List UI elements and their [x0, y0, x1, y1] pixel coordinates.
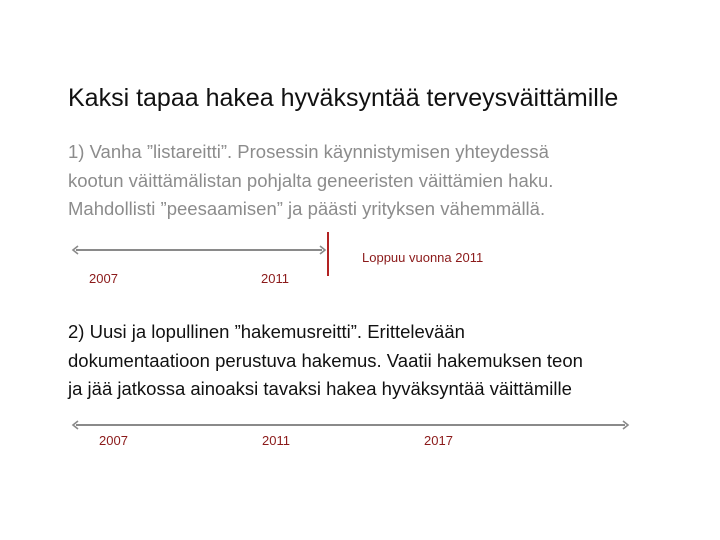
- section-1-line: 1) Vanha ”listareitti”. Prosessin käynnistymisen yhteydessä: [68, 141, 549, 162]
- section-1-line: kootun väittämälistan pohjalta geneeristen väittämien haku.: [68, 169, 554, 191]
- timeline-2-label-2007: 2007: [99, 433, 128, 448]
- section-2-line: dokumentaatioon perustuva hakemus. Vaatii hakemuksen teon: [68, 349, 583, 371]
- timeline-2-label-2011: 2011: [262, 433, 290, 448]
- timeline-1-end-note: Loppuu vuonna 2011: [362, 250, 484, 265]
- section-2-text: [68, 318, 583, 404]
- section-1-line: Mahdollisti ”peesaamisen” ja päästi yrityksen vähemmällä.: [68, 198, 546, 219]
- timeline-2-arrow: [70, 415, 635, 435]
- timeline-1-label-2011: 2011: [261, 271, 289, 286]
- section-2-line: ja jää jatkossa ainoaksi tavaksi hakea hyväksyntää väittämille: [68, 378, 572, 399]
- slide-title: Kaksi tapaa hakea hyväksyntää terveysväittämille: [68, 84, 619, 112]
- timeline-1-end-marker: [327, 232, 329, 276]
- section-1-text: [68, 138, 553, 224]
- section-2-line: 2) Uusi ja lopullinen ”hakemusreitti”. Erittelevään: [68, 321, 465, 342]
- timeline-2-label-2017: 2017: [424, 433, 453, 448]
- timeline-1-label-2007: 2007: [89, 271, 118, 286]
- timeline-1-arrow: [70, 240, 335, 260]
